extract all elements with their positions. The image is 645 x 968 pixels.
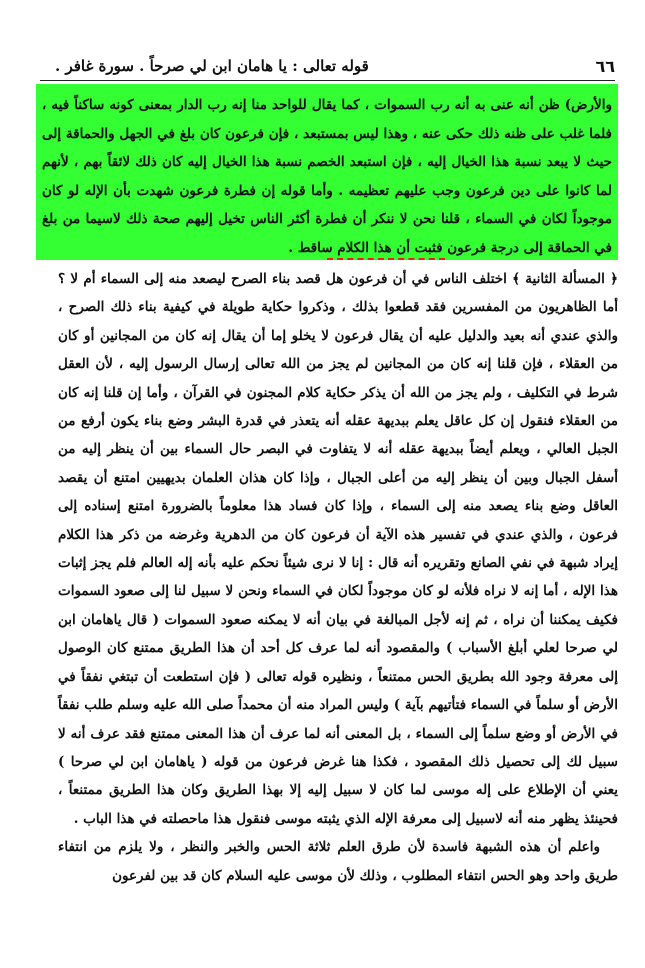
page-number: ٦٦ [595, 56, 615, 76]
running-title: قوله تعالى : يا هامان ابن لي صرحاً . سورة غافر . [55, 57, 369, 75]
paragraph: واعلم أن هذه الشبهة فاسدة لأن طرق العلم ثلاثة الحس والخبر والنظر ، ولا يلزم من انتفاء طريق واحد وهو الحس انتفاء المطلوب ، وذلك لأن موسى عليه السلام كان قد بين لفرعون [58, 839, 618, 884]
header-divider [40, 80, 615, 81]
highlighted-paragraph: والأرض) ظن أنه عنى به أنه رب السموات ، كما يقال للواحد منا إنه رب الدار بمعنى كونه ساكناً فيه ، فلما غلب على ظنه ذلك حكى عنه ، وهذا ليس بمستبعد ، فإن فرعون كان بلغ في الجهل والحماقة إلى حيث لا يبعد نسبة هذا الخيال إليه ، فإن استبعد الخصم نسبة هذا الخيال إليه كان ذلك لائقاً بهم ، لأنهم لما كانوا على دين فرعون وجب عليهم تعظيمه . وأما قوله إن فطرة فرعون شهدت بأن الإله لو كان موجوداً لكان في السماء ، قلنا نحن لا ننكر أن فطرة أكثر الناس تخيل إليهم صحة ذلك لاسيما من بلغ في الحماقة إلى درجة فرعون فثبت أن هذا الكلام ساقط . [42, 97, 612, 256]
body-text [58, 265, 618, 890]
paragraph: ﴿ المسألة الثانية ﴾ اختلف الناس في أن فرعون هل قصد بناء الصرح ليصعد منه إلى السماء أم لا ؟ أما الظاهريون من المفسرين فقد قطعوا بذلك ، وذكروا حكاية طويلة في كيفية بناء ذلك الصرح ، والذي عندي أنه بعيد والدليل عليه أن يقال فرعون لا يخلو إما أن يقال إنه كان من المجانين أو كان من العقلاء ، فإن قلنا إنه كان من المجانين لم يجز من الله تعالى إرسال الرسول إليه ، لأن العقل شرط في التكليف ، ولم يجز من الله أن يذكر حكاية كلام المجنون في القرآن ، وأما إن قلنا إنه كان من العقلاء فنقول إن كل عاقل يعلم ببديهة عقله أنه يتعذر في قدرة البشر وضع بناء يكون أرفع من الجبل العالي ، ويعلم أيضاً ببديهة عقله أنه لا يتفاوت في البصر حال السماء بين أن ينظر إليه من أسفل الجبال وبين أن ينظر إليه من أعلى الجبال ، وإذا كان هذان العلمان بديهيين امتنع أن يقصد العاقل وضع بناء يصعد منه إلى السماء ، وإذا كان فساد هذا معلوماً بالضرورة امتنع إسناده إلى فرعون ، والذي عندي في تفسير هذه الآية أن فرعون كان من الدهرية وغرضه من ذكر هذا الكلام إيراد شبهة في نفي الصانع وتقريره أنه قال : إنا لا نرى شيئاً نحكم عليه بأنه إله العالم فلم يجز إثبات هذا الإله ، أما إنه لا نراه فلأنه لو كان موجوداً لكان في السماء ونحن لا سبيل لنا إلى صعود السموات فكيف يمكننا أن نراه ، ثم إنه لأجل المبالغة في بيان أنه لا يمكنه صعود السموات ( قال ياهامان ابن لي صرحا لعلي أبلغ الأسباب ) والمقصود أنه لما عرف كل أحد أن هذا الطريق ممتنع كان الوصول إلى معرفة وجود الله بطريق الحس ممتنعاً ، ونظيره قوله تعالى ( فإن استطعت أن تبتغي نفقاً في الأرض أو سلماً في السماء فتأتيهم بآية ) وليس المراد منه أن محمداً صلى الله عليه وسلم طلب نفقاً في الأرض أو وضع سلماً إلى السماء ، بل المعنى أنه لما عرف أن هذا المعنى ممتنع فقد عرف أنه لا سبيل لك إلى تحصيل ذلك المقصود ، فكذا هنا غرض فرعون من قوله ( ياهامان ابن لي صرحا ) يعني أن الإطلاع على إله موسى لما كان لا سبيل إليه إلا بهذا الطريق وكان هذا الطريق ممتنعاً ، فحينئذ يظهر منه أنه لاسبيل إلى معرفة الإله الذي يثبته موسى فنقول هذا ماحصلته في هذا الباب . [58, 271, 618, 827]
page-header [55, 55, 615, 77]
red-dashed-underline [327, 258, 445, 260]
